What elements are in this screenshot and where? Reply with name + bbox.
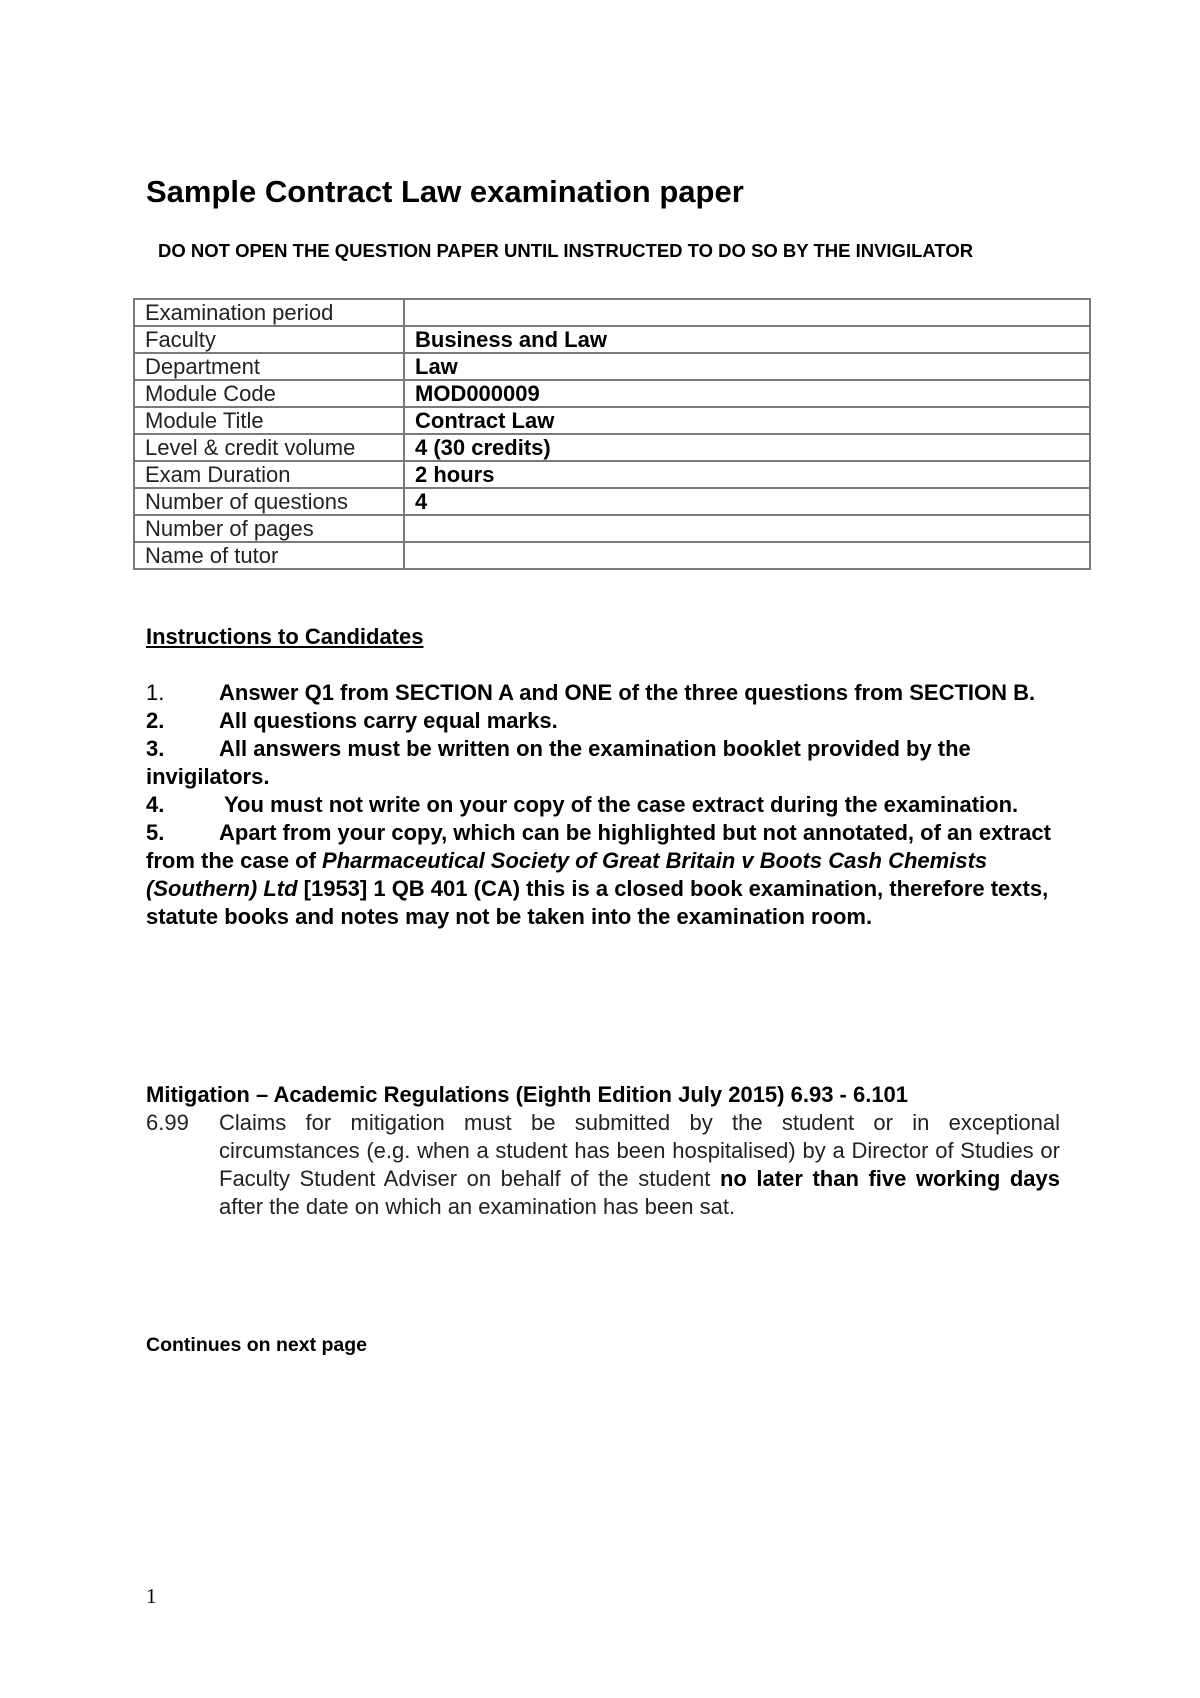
- instruction-item: [146, 707, 1066, 735]
- instruction-item: [146, 679, 1066, 707]
- instruction-item: [146, 819, 1066, 931]
- instruction-number: 2.: [146, 708, 165, 733]
- mitigation-heading: Mitigation – Academic Regulations (Eighth Edition July 2015) 6.93 - 6.101: [146, 1082, 909, 1107]
- instruction-text: You must not write on your copy of the case extract during the examination.: [224, 792, 1019, 817]
- info-value: [404, 299, 1090, 326]
- clause-deadline: no later than five working days: [719, 1166, 1060, 1191]
- info-row: [134, 542, 1090, 569]
- case-citation: Pharmaceutical Society of Great Britain v Boots Cash Chemists (Southern) Ltd: [146, 848, 988, 901]
- clause-text: [219, 1109, 1060, 1221]
- info-value: [404, 542, 1090, 569]
- instruction-text: Answer Q1 from SECTION A and ONE of the three questions from SECTION B.: [219, 680, 1036, 705]
- info-row: [134, 407, 1090, 434]
- info-label: Module Title: [134, 407, 404, 434]
- page-title: Sample Contract Law examination paper: [146, 174, 744, 209]
- info-label: Module Code: [134, 380, 404, 407]
- instruction-number: 4.: [146, 792, 165, 817]
- instruction-text: All answers must be written on the examination booklet provided by the invigilators.: [146, 736, 971, 789]
- info-label: Level & credit volume: [134, 434, 404, 461]
- info-label: Name of tutor: [134, 542, 404, 569]
- instruction-item: [146, 791, 1066, 819]
- clause-text-part: after the date on which an examination has been sat.: [219, 1194, 736, 1219]
- instruction-text: Apart from your copy, which can be highlighted but not annotated, of an extract from the case of: [146, 820, 1051, 873]
- instruction-number: 1.: [146, 680, 165, 705]
- clause-text-part: Claims for mitigation must be submitted by the student or in exceptional circumstances (e.g. when a student has been hospitalised) by a Director of Studies or Faculty Student Adviser on behalf of the student: [219, 1110, 1060, 1191]
- info-label: Number of pages: [134, 515, 404, 542]
- instruction-number: 5.: [146, 820, 165, 845]
- instructions-heading: Instructions to Candidates: [146, 624, 424, 649]
- info-row: [134, 488, 1090, 515]
- info-row: [134, 434, 1090, 461]
- instruction-number: 3.: [146, 736, 165, 761]
- info-row: [134, 353, 1090, 380]
- continues-note: Continues on next page: [146, 1334, 368, 1356]
- info-value: Contract Law: [404, 407, 1090, 434]
- instruction-text: All questions carry equal marks.: [219, 708, 558, 733]
- info-row: [134, 326, 1090, 353]
- instruction-item: [146, 735, 1066, 791]
- info-label: Examination period: [134, 299, 404, 326]
- clause-number: 6.99: [146, 1110, 189, 1135]
- info-value: MOD000009: [404, 380, 1090, 407]
- info-value: 4 (30 credits): [404, 434, 1090, 461]
- info-label: Faculty: [134, 326, 404, 353]
- info-value: [404, 515, 1090, 542]
- info-value: 2 hours: [404, 461, 1090, 488]
- info-row: [134, 515, 1090, 542]
- info-value: Law: [404, 353, 1090, 380]
- info-label: Number of questions: [134, 488, 404, 515]
- info-row: [134, 461, 1090, 488]
- info-label: Department: [134, 353, 404, 380]
- page-number: 1: [146, 1584, 157, 1608]
- mitigation-clause: [146, 1109, 1060, 1221]
- info-row: [134, 299, 1090, 326]
- invigilator-warning: DO NOT OPEN THE QUESTION PAPER UNTIL INSTRUCTED TO DO SO BY THE INVIGILATOR: [158, 240, 974, 261]
- exam-info-table: [133, 298, 1091, 570]
- info-value: Business and Law: [404, 326, 1090, 353]
- info-value: 4: [404, 488, 1090, 515]
- info-label: Exam Duration: [134, 461, 404, 488]
- instructions-list: [146, 679, 1066, 931]
- info-row: [134, 380, 1090, 407]
- instruction-text: [1953] 1 QB 401 (CA) this is a closed book examination, therefore texts, statute books and notes may not be taken into the examination room.: [146, 876, 1049, 929]
